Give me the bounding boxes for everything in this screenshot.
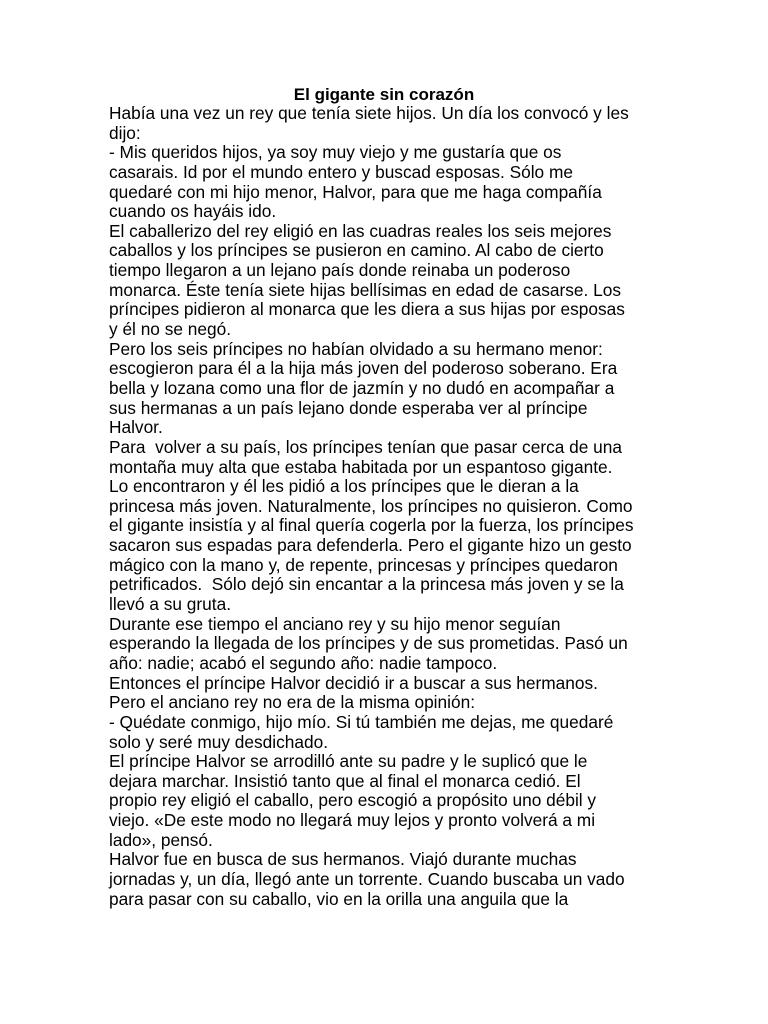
text-line: - Quédate conmigo, hijo mío. Si tú también me dejas, me quedaré xyxy=(109,711,614,732)
text-line: casarais. Id por el mundo entero y buscad esposas. Sólo me xyxy=(109,161,573,182)
text-line: quedaré con mi hijo menor, Halvor, para que me haga compañía xyxy=(109,181,602,202)
text-line: petrificados. Sólo dejó sin encantar a la princesa más joven y se la xyxy=(109,574,624,595)
text-line: El caballerizo del rey eligió en las cuadras reales los seis mejores xyxy=(109,220,612,241)
text-line: monarca. Éste tenía siete hijas bellísimas en edad de casarse. Los xyxy=(109,279,621,300)
text-line: sacaron sus espadas para defenderla. Pero el gigante hizo un gesto xyxy=(109,535,632,556)
text-line: propio rey eligió el caballo, pero escogió a propósito uno débil y xyxy=(109,790,597,811)
text-line: mágico con la mano y, de repente, princesas y príncipes quedaron xyxy=(109,554,618,575)
text-line: Lo encontraron y él les pidió a los príncipes que le dieran a la xyxy=(109,476,579,497)
text-line: Había una vez un rey que tenía siete hijos. Un día los convocó y les xyxy=(109,103,629,123)
text-line: el gigante insistía y al final quería cogerla por la fuerza, los príncipes xyxy=(109,515,634,536)
text-line: Pero el anciano rey no era de la misma opinión: xyxy=(109,692,475,713)
text-line: viejo. «De este modo no llegará muy lejos y pronto volverá a mi xyxy=(109,810,596,831)
text-line: dijo: xyxy=(109,122,141,143)
text-line: y él no se negó. xyxy=(109,319,232,340)
text-line: sus hermanas a un país lejano donde esperaba ver al príncipe xyxy=(109,397,588,418)
text-line: El príncipe Halvor se arrodilló ante su padre y le suplicó que le xyxy=(109,751,588,772)
text-line: lado», pensó. xyxy=(109,829,213,850)
document-body xyxy=(109,104,669,909)
text-line: para pasar con su caballo, vio en la orilla una anguila que la xyxy=(109,888,569,909)
text-line: Halvor. xyxy=(109,417,163,438)
text-line: princesa más joven. Naturalmente, los príncipes no quisieron. Como xyxy=(109,495,633,516)
text-line: bella y lozana como una flor de jazmín y no dudó en acompañar a xyxy=(109,377,615,398)
text-line: dejara marchar. Insistió tanto que al final el monarca cedió. El xyxy=(109,770,581,791)
text-line: esperando la llegada de los príncipes y de sus prometidas. Pasó un xyxy=(109,633,628,654)
document-title: El gigante sin corazón xyxy=(293,85,475,104)
text-line: - Mis queridos hijos, ya soy muy viejo y me gustaría que os xyxy=(109,142,562,163)
text-line: Entonces el príncipe Halvor decidió ir a buscar a sus hermanos. xyxy=(109,672,598,693)
text-line: Pero los seis príncipes no habían olvidado a su hermano menor: xyxy=(109,338,603,359)
text-line: montaña muy alta que estaba habitada por un espantoso gigante. xyxy=(109,456,613,477)
text-line: cuando os hayáis ido. xyxy=(109,201,277,222)
text-line: Durante ese tiempo el anciano rey y su hijo menor seguían xyxy=(109,613,561,634)
text-line: príncipes pidieron al monarca que les diera a sus hijas por esposas xyxy=(109,299,625,320)
text-line: año: nadie; acabó el segundo año: nadie tampoco. xyxy=(109,652,498,673)
text-line: Halvor fue en busca de sus hermanos. Viajó durante muchas xyxy=(109,849,577,870)
text-line: jornadas y, un día, llegó ante un torrente. Cuando buscaba un vado xyxy=(109,868,625,889)
text-line: llevó a su gruta. xyxy=(109,594,231,615)
text-line: caballos y los príncipes se pusieron en camino. Al cabo de cierto xyxy=(109,240,604,261)
text-line: Para volver a su país, los príncipes tenían que pasar cerca de una xyxy=(109,436,622,457)
text-line: solo y seré muy desdichado. xyxy=(109,731,329,752)
text-line: escogieron para él a la hija más joven del poderoso soberano. Era xyxy=(109,358,618,379)
text-line: tiempo llegaron a un lejano país donde reinaba un poderoso xyxy=(109,260,571,281)
